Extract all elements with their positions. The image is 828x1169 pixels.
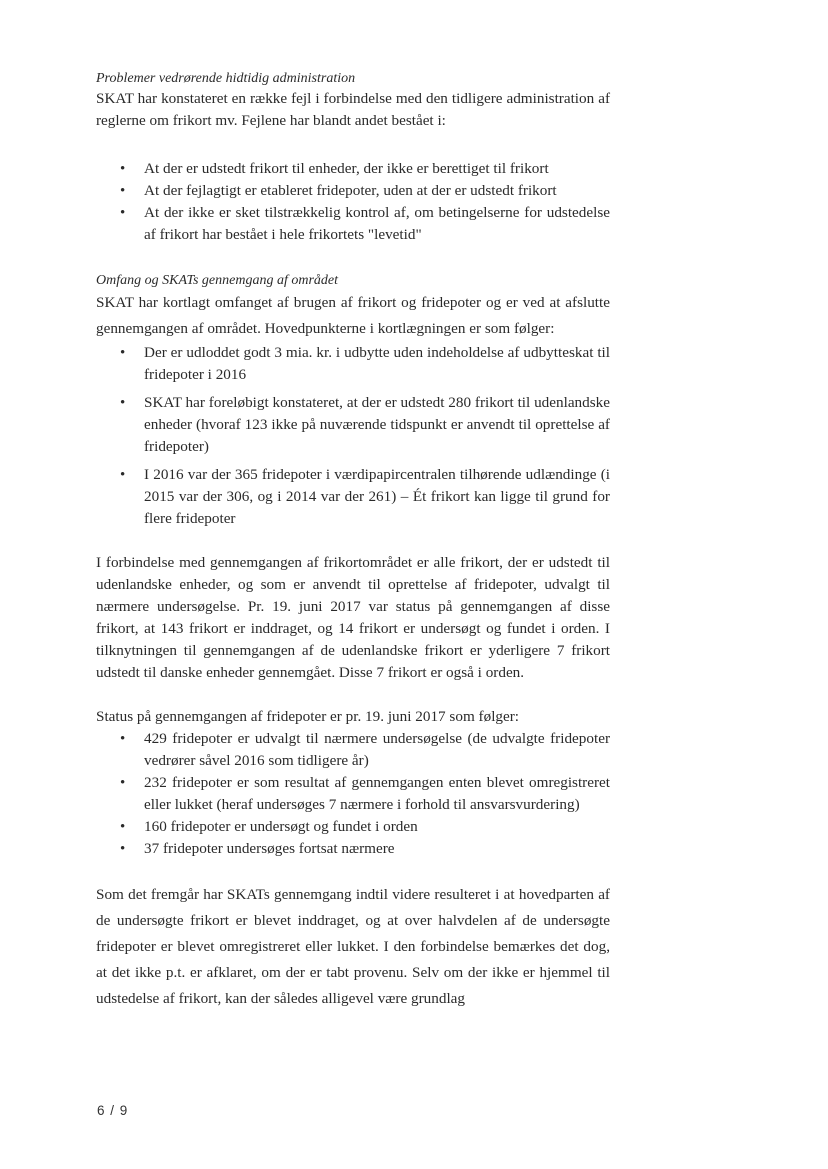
scope-bullet-list [96,342,610,530]
list-item: • At der ikke er sket tilstrækkelig kontrol af, om betingelserne for udstedelse af frikort har bestået i hele frikortets "levetid" [96,202,610,246]
page-number: 6 / 9 [97,1103,129,1118]
list-item: • 429 fridepoter er udvalgt til nærmere undersøgelse (de udvalgte fridepoter vedrører såvel 2016 som tidligere år) [96,728,610,772]
list-item: • SKAT har foreløbigt konstateret, at der er udstedt 280 frikort til udenlandske enheder (hvoraf 123 ikke på nuværende tidspunkt er anvendt til oprettelse af fridepoter) [96,392,610,458]
section-heading-problems: Problemer vedrørende hidtidig administration [96,71,356,86]
list-item: • At der fejlagtigt er etableret fridepoter, uden at der er udstedt frikort [96,180,610,202]
list-item: • 232 fridepoter er som resultat af gennemgangen enten blevet omregistreret eller lukket (heraf undersøges 7 nærmere i forhold til ansvarsvurdering) [96,772,610,816]
paragraph-conclusion: Som det fremgår har SKATs gennemgang indtil videre resulteret i at hovedparten af de undersøgte frikort er blevet inddraget, og at over halvdelen af de undersøgte fridepoter er blevet omregistreret eller lukket. I den forbindelse bemærkes det dog, at det ikke p.t. er afklaret, om der er tabt provenu. Selv om der ikke er hjemmel til udstedelse af frikort, kan der således alligevel være grundlag [96,886,610,1007]
problems-bullet-list [96,158,610,246]
section-intro-problems: SKAT har konstateret en række fejl i forbindelse med den tidligere administration af reglerne om frikort mv. Fejlene har blandt andet bestået i: [96,90,610,129]
list-item: • I 2016 var der 365 fridepoter i værdipapircentralen tilhørende udlændinge (i 2015 var der 306, og i 2014 var der 261) – Ét frikort kan ligge til grund for flere fridepoter [96,464,610,530]
list-item: • At der er udstedt frikort til enheder, der ikke er berettiget til frikort [96,158,610,180]
status-intro: Status på gennemgangen af fridepoter er pr. 19. juni 2017 som følger: [96,708,520,725]
status-bullet-list [96,728,610,860]
list-item: • 37 fridepoter undersøges fortsat nærmere [96,838,610,860]
paragraph-frikort-review: I forbindelse med gennemgangen af frikortområdet er alle frikort, der er udstedt til udenlandske enheder, og som er anvendt til oprettelse af fridepoter, udvalgt til nærmere undersøgelse. Pr. 19. juni 2017 var status på gennemgangen af disse frikort, at 143 frikort er inddraget, og 14 frikort er undersøgt og fundet i orden. I tilknytningen til gennemgangen af de udenlandske frikort er yderligere 7 frikort udstedt til danske enheder gennemgået. Disse 7 frikort er også i orden. [96,554,610,681]
list-item: • Der er udloddet godt 3 mia. kr. i udbytte uden indeholdelse af udbytteskat til fridepoter i 2016 [96,342,610,386]
section-heading-scope: Omfang og SKATs gennemgang af området [96,273,339,288]
list-item: • 160 fridepoter er undersøgt og fundet i orden [96,816,610,838]
document-body [96,70,610,1012]
section-intro-scope: SKAT har kortlagt omfanget af brugen af frikort og fridepoter og er ved at afslutte gennemgangen af området. Hovedpunkterne i kortlægningen er som følger: [96,294,610,337]
